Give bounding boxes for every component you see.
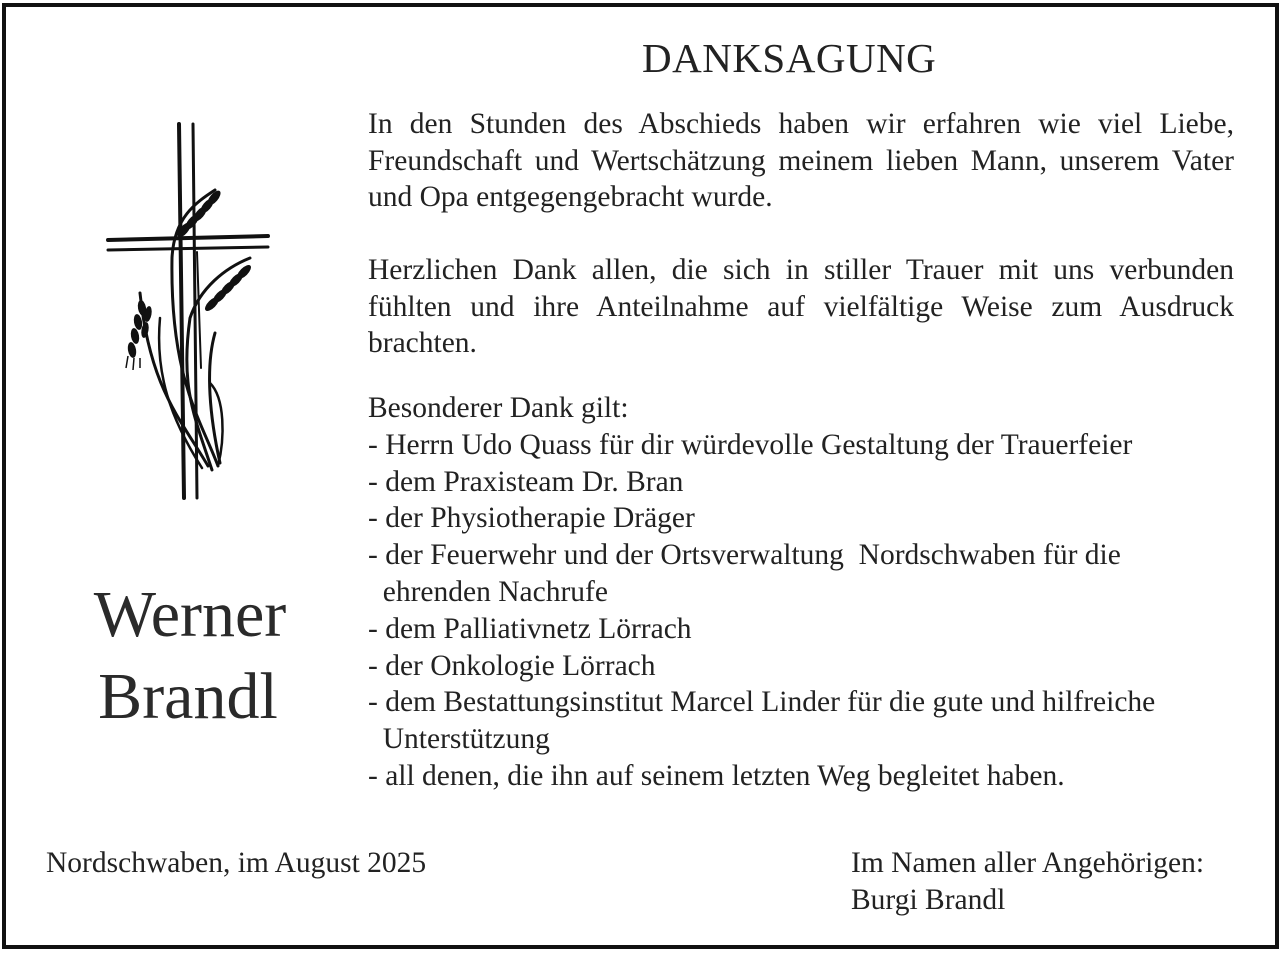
thanks-line: ehrenden Nachrufe <box>368 575 608 608</box>
thanks-line: - Herrn Udo Quass für dir würdevolle Gestaltung der Trauerfeier <box>368 428 1133 461</box>
special-thanks-heading: Besonderer Dank gilt: <box>368 392 629 424</box>
thanks-line: - der Physiotherapie Dräger <box>368 502 695 535</box>
special-thanks-list <box>368 390 1258 795</box>
deceased-first-name: Werner <box>93 578 287 651</box>
thanks-line: - dem Palliativnetz Lörrach <box>368 612 692 645</box>
thanks-line: - all denen, die ihn auf seinem letzten Weg begleitet haben. <box>368 759 1065 792</box>
signature-line-2: Burgi Brandl <box>851 883 1006 916</box>
thanks-line: - der Onkologie Lörrach <box>368 649 656 682</box>
thanks-line: - der Feuerwehr und der Ortsverwaltung Nordschwaben für die <box>368 539 1121 572</box>
intro-paragraph-1: In den Stunden des Abschieds haben wir erfahren wie viel Liebe, Freundschaft und Wertschätzung meinem lieben Mann, unserem Vater und Opa entgegengebracht wurde. <box>368 108 1234 214</box>
thanks-line: Unterstützung <box>368 723 550 756</box>
cross-with-wheat-icon <box>100 118 280 503</box>
thanks-line: - dem Praxisteam Dr. Bran <box>368 465 684 498</box>
heading-text: DANKSAGUNG <box>642 35 937 81</box>
deceased-last-name: Brandl <box>98 660 278 733</box>
signature-block <box>851 845 1204 918</box>
signature-line-1: Im Namen aller Angehörigen: <box>851 847 1205 879</box>
thanks-line: - dem Bestattungsinstitut Marcel Linder für die gute und hilfreiche <box>368 686 1156 719</box>
intro-paragraph-2: Herzlichen Dank allen, die sich in stiller Trauer mit uns verbunden fühlten und ihre Anteilnahme auf vielfältige Weise zum Ausdruck brachten. <box>368 254 1234 360</box>
place-date: Nordschwaben, im August 2025 <box>46 847 427 879</box>
